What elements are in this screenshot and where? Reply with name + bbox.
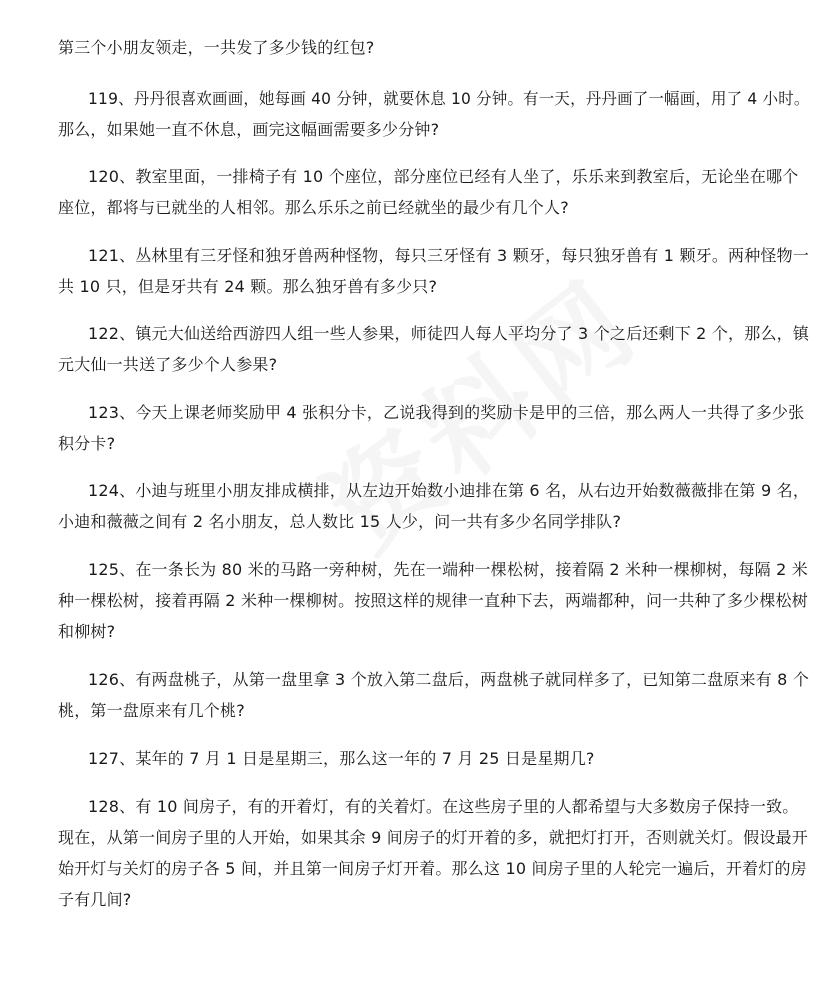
question-127: 127、某年的 7 月 1 日是星期三，那么这一年的 7 月 25 日是星期几? [88, 749, 595, 768]
question-121: 121、丛林里有三牙怪和独牙兽两种怪物，每只三牙怪有 3 颗牙，每只独牙兽有 1 颗牙。两种怪物一 [88, 246, 810, 265]
text-line: 积分卡? [58, 434, 116, 453]
text-line: 子有几间? [58, 890, 132, 909]
text-line: 第三个小朋友领走，一共发了多少钱的红包? [58, 38, 375, 57]
question-126: 126、有两盘桃子，从第一盘里拿 3 个放入第二盘后，两盘桃子就同样多了，已知第二盘原来有 8 个 [88, 670, 810, 689]
question-122: 122、镇元大仙送给西游四人组一些人参果，师徒四人每人平均分了 3 个之后还剩下 2 个，那么，镇 [88, 324, 810, 343]
question-125: 125、在一条长为 80 米的马路一旁种树，先在一端种一棵松树，接着隔 2 米种一棵柳树，每隔 2 米 [88, 560, 808, 579]
text-line: 现在，从第一间房子里的人开始，如果其余 9 间房子的灯开着的多，就把灯打开，否则就关灯。假设最开 [58, 828, 808, 847]
text-line: 座位，都将与已就坐的人相邻。那么乐乐之前已经就坐的最少有几个人? [58, 198, 569, 217]
question-119: 119、丹丹很喜欢画画，她每画 40 分钟，就要休息 10 分钟。有一天，丹丹画了一幅画，用了 4 小时。 [88, 89, 810, 108]
text-line: 元大仙一共送了多少个人参果? [58, 355, 278, 374]
question-120: 120、教室里面，一排椅子有 10 个座位，部分座位已经有人坐了，乐乐来到教室后，无论坐在哪个 [88, 167, 799, 186]
text-line: 那么，如果她一直不休息，画完这幅画需要多少分钟? [58, 120, 440, 139]
text-line: 和柳树? [58, 622, 116, 641]
text-line: 共 10 只，但是牙共有 24 颗。那么独牙兽有多少只? [58, 277, 438, 296]
question-128: 128、有 10 间房子，有的开着灯，有的关着灯。在这些房子里的人都希望与大多数房子保持一致。 [88, 797, 799, 816]
text-line: 始开灯与关灯的房子各 5 间，并且第一间房子灯开着。那么这 10 间房子里的人轮完一遍后，开着灯的房 [58, 859, 807, 878]
text-line: 小迪和薇薇之间有 2 名小朋友，总人数比 15 人少，问一共有多少名同学排队? [58, 512, 622, 531]
text-line: 桃，第一盘原来有几个桃? [58, 701, 245, 720]
question-123: 123、今天上课老师奖励甲 4 张积分卡，乙说我得到的奖励卡是甲的三倍，那么两人一共得了多少张 [88, 403, 805, 422]
text-line: 种一棵松树，接着再隔 2 米种一棵柳树。按照这样的规律一直种下去，两端都种，问一共种了多少棵松树 [58, 591, 808, 610]
question-124: 124、小迪与班里小朋友排成横排，从左边开始数小迪排在第 6 名，从右边开始数薇薇排在第 9 名， [88, 481, 810, 500]
